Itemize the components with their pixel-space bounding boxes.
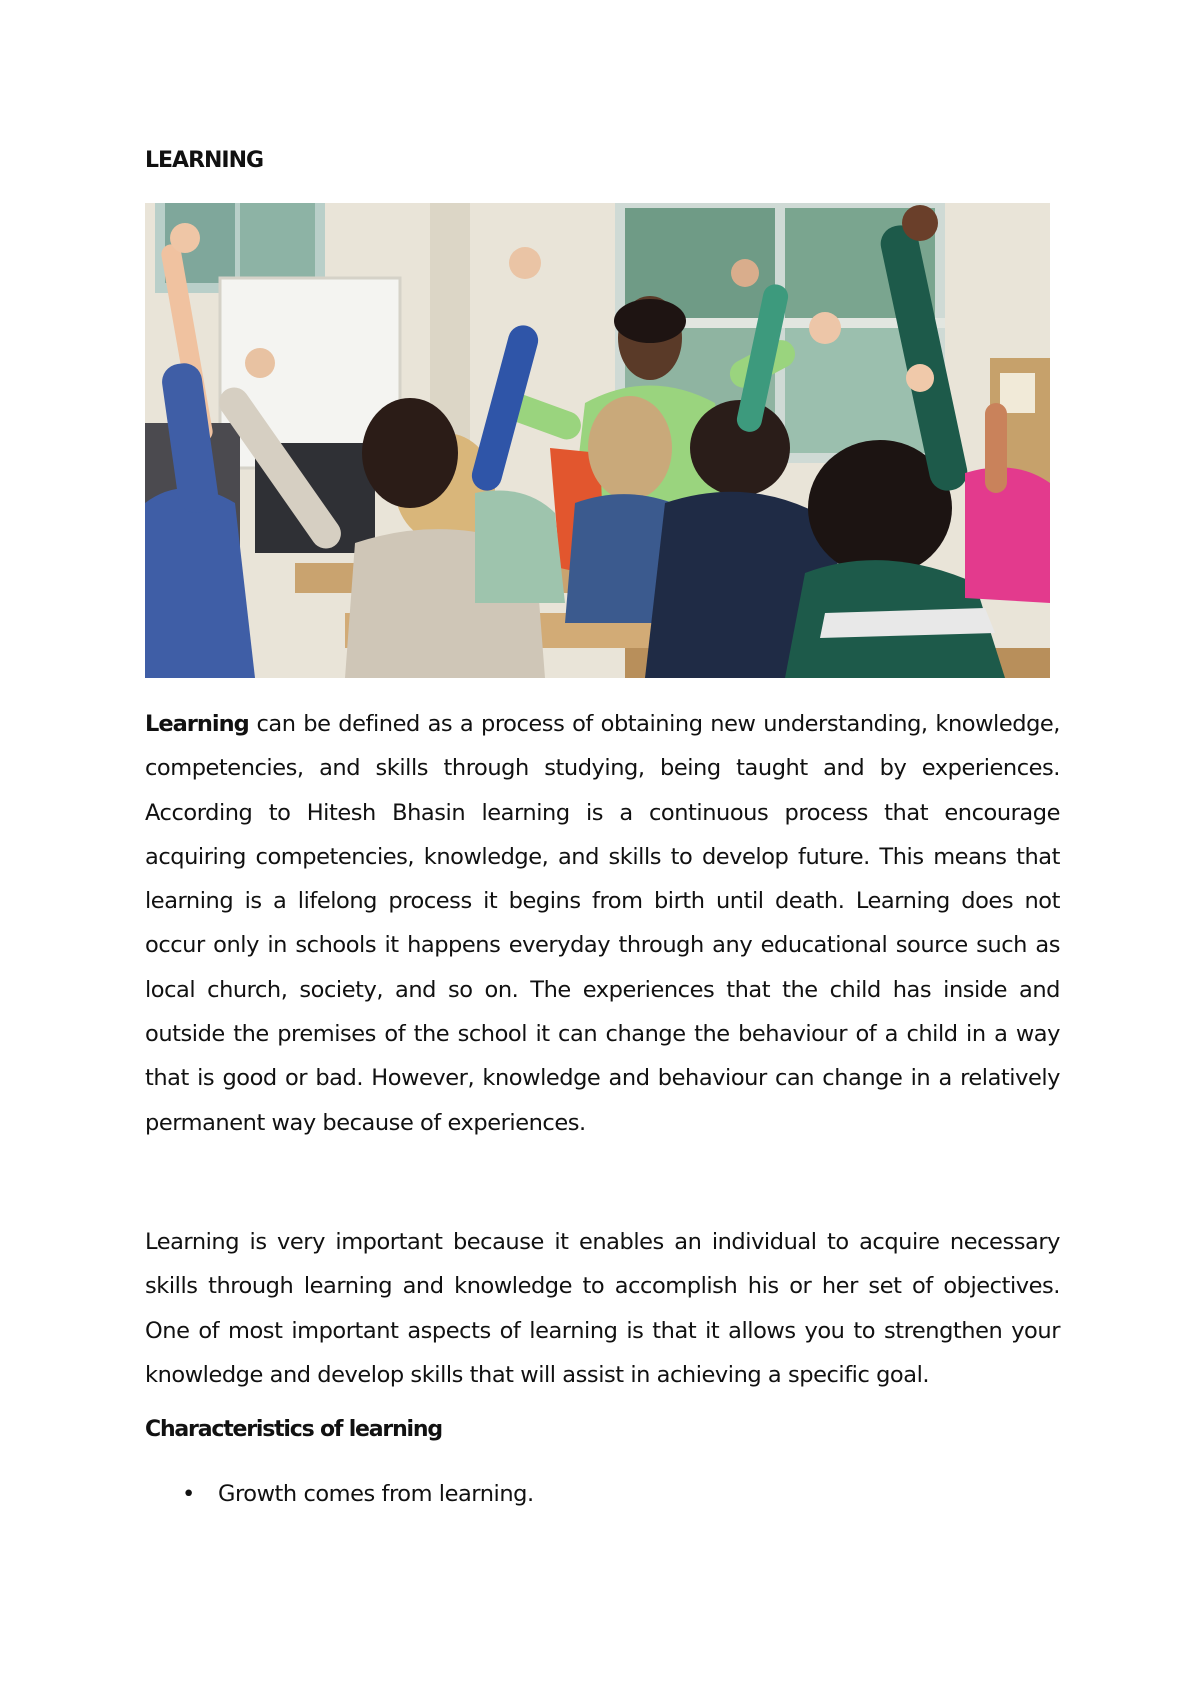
intro-paragraph-text: can be defined as a process of obtaining new understanding, knowledge, competencies, and skills through studying, being taught and by experiences. According to Hitesh Bhasin learning is a continuous process that encourage acquiring competencies, knowledge, and skills to develop future. This means that learning is a lifelong process it begins from birth until death. Learning does not occur only in schools it happens everyday through any educational source such as local church, society, and so on. The experiences that the child has inside and outside the premises of the school it can change the behaviour of a child in a way that is good or bad. However, knowledge and behaviour can change in a relatively permanent way because of experiences. bbox=[145, 711, 1060, 1136]
document-title: LEARNING bbox=[145, 148, 264, 173]
classroom-photo bbox=[145, 203, 1050, 678]
intro-paragraph bbox=[145, 702, 1060, 1145]
intro-lead-word: Learning bbox=[145, 711, 249, 737]
importance-paragraph: Learning is very important because it enables an individual to acquire necessary skills through learning and knowledge to accomplish his or her set of objectives. One of most important aspects of learning is that it allows you to strengthen your knowledge and develop skills that will assist in achieving a specific goal. bbox=[145, 1229, 1060, 1388]
bullet-icon: • bbox=[182, 1481, 195, 1507]
list-item-text: Growth comes from learning. bbox=[218, 1481, 534, 1507]
characteristics-list bbox=[145, 1476, 534, 1512]
list-item bbox=[145, 1476, 534, 1512]
section-heading: Characteristics of learning bbox=[145, 1417, 442, 1442]
